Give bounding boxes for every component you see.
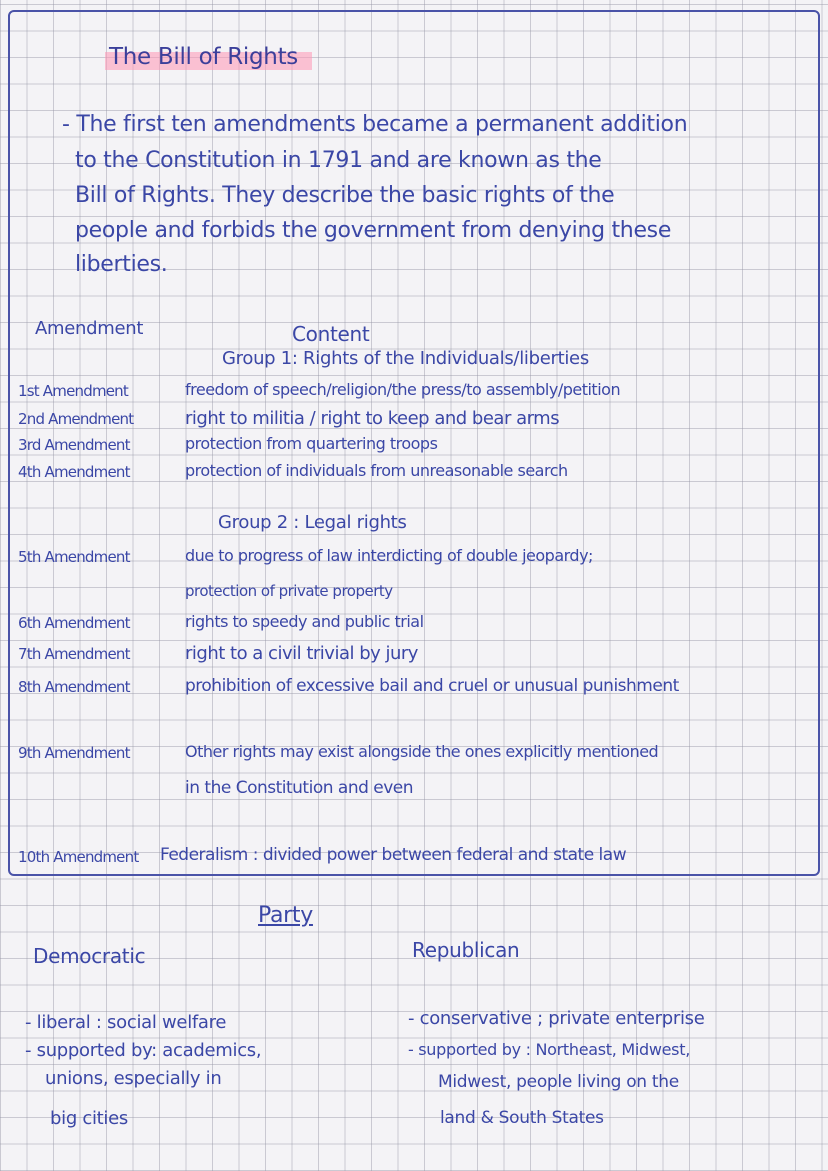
democratic-heading: Democratic: [33, 944, 146, 968]
amendment-label: 6th Amendment: [18, 614, 130, 632]
party-heading: Party: [258, 903, 313, 928]
amendment-label: 9th Amendment: [18, 744, 130, 762]
amendment-content: protection from quartering troops: [185, 434, 438, 453]
intro-line: Bill of Rights. They describe the basic rights of the: [75, 183, 615, 208]
amendment-content: right to militia / right to keep and bear arms: [185, 408, 560, 429]
amendment-content: prohibition of excessive bail and cruel or unusual punishment: [185, 676, 679, 696]
group-1-heading: Group 1: Rights of the Individuals/liberties: [222, 348, 589, 369]
republican-line: - supported by : Northeast, Midwest,: [408, 1040, 690, 1059]
republican-heading: Republican: [412, 938, 520, 962]
amendment-label: 8th Amendment: [18, 678, 130, 696]
page-title: The Bill of Rights: [105, 44, 312, 70]
amendment-label: 4th Amendment: [18, 463, 130, 481]
amendment-label: 2nd Amendment: [18, 410, 134, 428]
amendment-content: due to progress of law interdicting of double jeopardy;: [185, 546, 593, 565]
amendment-content: right to a civil trivial by jury: [185, 643, 418, 664]
amendment-content-continued: in the Constitution and even: [185, 778, 414, 798]
amendment-content: Federalism : divided power between federal and state law: [160, 845, 627, 865]
democratic-line: unions, especially in: [45, 1068, 222, 1089]
header-amendment: Amendment: [35, 318, 144, 339]
amendment-label: 5th Amendment: [18, 548, 130, 566]
amendment-content: freedom of speech/religion/the press/to assembly/petition: [185, 380, 621, 399]
amendment-content: protection of individuals from unreasonable search: [185, 461, 568, 480]
democratic-line: - liberal : social welfare: [25, 1012, 227, 1033]
amendment-label: 10th Amendment: [18, 848, 139, 866]
republican-line: Midwest, people living on the: [438, 1072, 679, 1092]
intro-line: - The first ten amendments became a permanent addition: [62, 112, 688, 137]
amendment-content: Other rights may exist alongside the ones explicitly mentioned: [185, 742, 659, 761]
amendment-content: rights to speedy and public trial: [185, 612, 424, 631]
democratic-line: - supported by: academics,: [25, 1040, 262, 1061]
republican-line: land & South States: [440, 1108, 604, 1128]
democratic-line: big cities: [50, 1108, 128, 1129]
amendment-content-continued: protection of private property: [185, 582, 393, 600]
group-2-heading: Group 2 : Legal rights: [218, 512, 407, 533]
header-content: Content: [292, 322, 370, 346]
intro-line: liberties.: [75, 252, 168, 277]
amendment-label: 1st Amendment: [18, 382, 128, 400]
amendment-label: 7th Amendment: [18, 645, 130, 663]
intro-line: people and forbids the government from denying these: [75, 218, 672, 243]
intro-line: to the Constitution in 1791 and are known as the: [75, 148, 602, 173]
republican-line: - conservative ; private enterprise: [408, 1008, 705, 1029]
amendment-label: 3rd Amendment: [18, 436, 130, 454]
